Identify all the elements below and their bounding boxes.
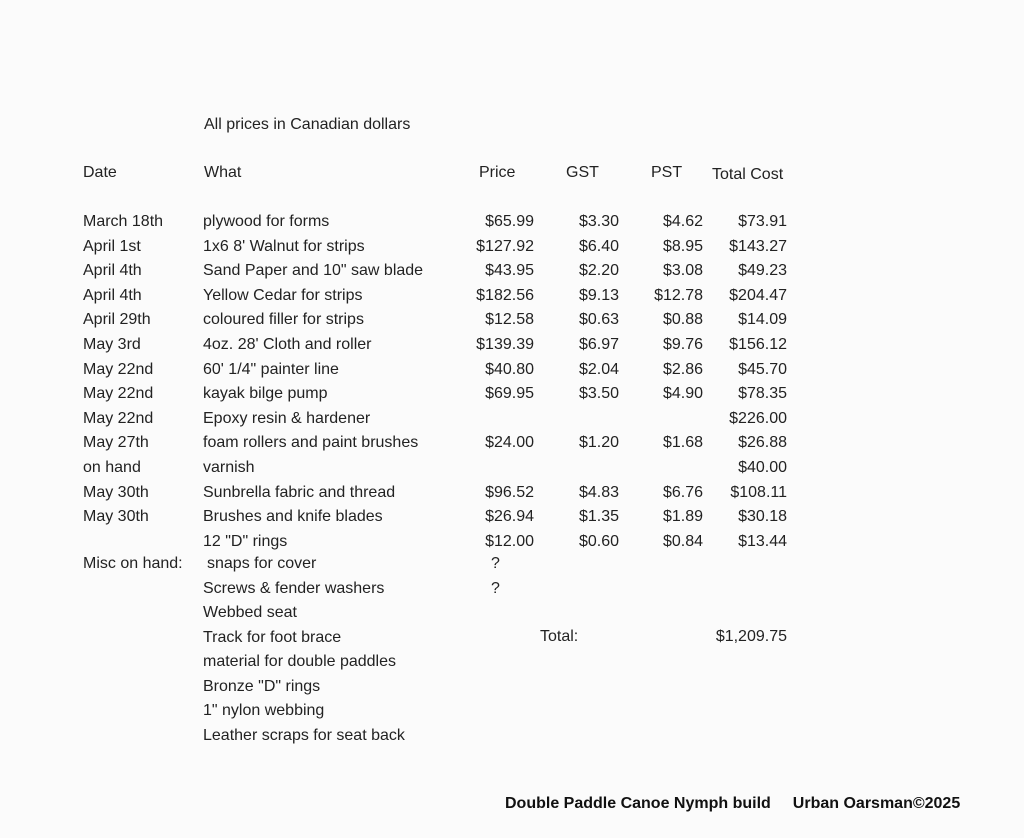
row-total: $13.44 (738, 532, 787, 550)
misc-item-label: snaps for cover (207, 555, 317, 572)
table-row (0, 238, 1024, 262)
row-date: May 22nd (83, 360, 154, 378)
row-pst: $1.68 (662, 434, 703, 452)
row-price: $40.80 (485, 360, 534, 378)
row-item: varnish (203, 459, 255, 476)
misc-item-price: ? (491, 555, 500, 572)
table-row (0, 311, 1024, 335)
row-date: on hand (83, 459, 141, 476)
table-row (0, 336, 1024, 360)
row-total: $143.27 (729, 237, 787, 255)
row-total: $14.09 (738, 311, 787, 329)
row-price: $26.94 (485, 508, 534, 526)
row-total: $30.18 (738, 508, 787, 526)
misc-item (0, 629, 1024, 653)
row-gst: $6.97 (578, 336, 619, 353)
row-pst: $1.89 (662, 508, 703, 526)
row-gst: $9.13 (578, 286, 619, 304)
header-what: What (204, 164, 242, 181)
header-pst: PST (651, 164, 683, 181)
misc-label: Misc on hand: (83, 555, 183, 572)
misc-item (0, 702, 1024, 726)
header-gst: GST (566, 164, 599, 181)
row-pst: $6.76 (662, 483, 703, 501)
table-row (0, 361, 1024, 385)
footer-credit: Urban Oarsman©2025 (792, 795, 961, 812)
row-price: $65.99 (485, 213, 534, 230)
row-pst: $2.86 (662, 360, 703, 378)
row-item: Sand Paper and 10" saw blade (203, 262, 424, 280)
table-row (0, 213, 1024, 237)
row-item: plywood for forms (203, 213, 330, 230)
misc-item-label: Bronze "D" rings (203, 677, 321, 695)
footer-title: Double Paddle Canoe Nymph build (505, 795, 771, 812)
misc-item-label: Webbed seat (203, 604, 297, 621)
table-row (0, 434, 1024, 458)
row-item: foam rollers and paint brushes (203, 434, 419, 452)
table-row (0, 287, 1024, 311)
misc-item-label: Screws & fender washers (203, 579, 385, 597)
row-pst: $0.84 (662, 532, 703, 550)
row-total: $26.88 (738, 434, 787, 452)
row-total: $78.35 (738, 385, 787, 403)
row-date: April 1st (83, 237, 141, 255)
row-date: April 4th (83, 262, 142, 280)
table-row (0, 484, 1024, 508)
row-gst: $6.40 (578, 237, 619, 255)
row-item: coloured filler for strips (203, 311, 364, 329)
row-gst: $2.04 (578, 360, 619, 378)
row-price: $43.95 (485, 262, 534, 280)
misc-item-label: 1" nylon webbing (203, 702, 325, 719)
row-pst: $12.78 (654, 286, 703, 304)
row-date: May 27th (83, 434, 149, 452)
misc-item-label: Leather scraps for seat back (203, 726, 405, 744)
row-date: March 18th (83, 213, 164, 230)
row-date: May 30th (83, 483, 149, 501)
row-item: Yellow Cedar for strips (203, 286, 363, 304)
misc-item-label: material for double paddles (203, 653, 397, 670)
table-row (0, 262, 1024, 286)
row-pst: $9.76 (662, 336, 703, 353)
row-date: April 29th (83, 311, 151, 329)
row-total: $204.47 (729, 286, 787, 304)
row-pst: $0.88 (662, 311, 703, 329)
row-price: $24.00 (485, 434, 534, 452)
row-date: May 30th (83, 508, 149, 526)
misc-item (0, 580, 1024, 604)
misc-item (0, 727, 1024, 751)
table-row (0, 533, 1024, 557)
row-price: $12.00 (485, 532, 534, 550)
row-total: $40.00 (738, 459, 787, 476)
row-price: $182.56 (476, 286, 534, 304)
row-gst: $4.83 (578, 483, 619, 501)
row-date: May 22nd (83, 385, 154, 403)
misc-item-label: Track for foot brace (203, 628, 342, 646)
table-row (0, 385, 1024, 409)
row-gst: $1.20 (578, 434, 619, 452)
row-gst: $1.35 (578, 508, 619, 526)
row-gst: $0.63 (578, 311, 619, 329)
row-item: 1x6 8' Walnut for strips (203, 237, 365, 255)
misc-item (0, 678, 1024, 702)
row-pst: $4.90 (662, 385, 703, 403)
misc-item (0, 653, 1024, 677)
row-total: $156.12 (729, 336, 787, 353)
row-total: $49.23 (738, 262, 787, 280)
misc-item (0, 555, 1024, 579)
currency-note: All prices in Canadian dollars (204, 116, 411, 133)
row-gst: $2.20 (578, 262, 619, 280)
row-total: $45.70 (738, 360, 787, 378)
footer (505, 795, 960, 813)
row-total: $226.00 (729, 409, 787, 427)
header-price: Price (479, 164, 516, 181)
row-item: kayak bilge pump (203, 385, 328, 403)
row-gst: $0.60 (578, 532, 619, 550)
row-pst: $8.95 (662, 237, 703, 255)
row-date: April 4th (83, 286, 142, 304)
row-price: $69.95 (485, 385, 534, 403)
row-item: Sunbrella fabric and thread (203, 483, 396, 501)
table-row (0, 410, 1024, 434)
row-price: $12.58 (485, 311, 534, 329)
misc-item-price: ? (491, 579, 500, 597)
row-item: 4oz. 28' Cloth and roller (203, 336, 372, 353)
row-date: May 3rd (83, 336, 141, 353)
row-item: Epoxy resin & hardener (203, 409, 371, 427)
row-price: $96.52 (485, 483, 534, 501)
row-price: $127.92 (476, 237, 534, 255)
row-gst: $3.50 (578, 385, 619, 403)
row-total: $108.11 (730, 483, 787, 501)
row-item: Brushes and knife blades (203, 508, 383, 526)
row-date: May 22nd (83, 409, 154, 427)
row-pst: $4.62 (662, 213, 703, 230)
row-total: $73.91 (738, 213, 787, 230)
table-row (0, 459, 1024, 483)
header-total-cost: Total Cost (712, 166, 784, 183)
header-date: Date (83, 164, 117, 181)
row-gst: $3.30 (578, 213, 619, 230)
grand-total-value: $1,209.75 (715, 628, 787, 645)
row-price: $139.39 (476, 336, 534, 353)
row-pst: $3.08 (662, 262, 703, 280)
row-item: 12 "D" rings (203, 532, 288, 550)
table-row (0, 508, 1024, 532)
misc-item (0, 604, 1024, 628)
grand-total-label: Total: (540, 628, 579, 645)
row-item: 60' 1/4" painter line (203, 360, 339, 378)
